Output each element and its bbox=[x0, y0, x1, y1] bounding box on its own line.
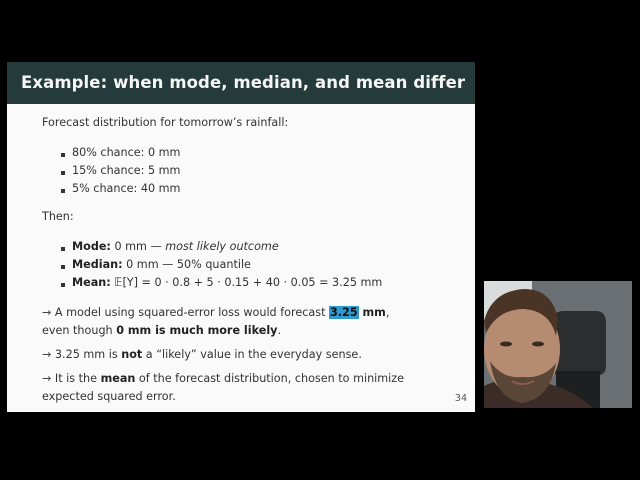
point-bold: mean bbox=[100, 372, 136, 385]
point-text: even though bbox=[42, 324, 117, 337]
intro-text: Forecast distribution for tomorrow’s rainfall: bbox=[42, 116, 289, 129]
point-not-likely bbox=[42, 348, 362, 361]
bullet-icon bbox=[61, 189, 65, 193]
distribution-item: 5% chance: 40 mm bbox=[72, 182, 181, 195]
presentation-slide bbox=[7, 62, 475, 412]
stat-label: Median: bbox=[72, 258, 123, 271]
presenter-video-icon bbox=[484, 281, 632, 408]
arrow-right-icon: → bbox=[42, 348, 52, 361]
point-text: , bbox=[385, 306, 390, 319]
point-text: a “likely” value in the everyday sense. bbox=[142, 348, 362, 361]
distribution-item: 80% chance: 0 mm bbox=[72, 146, 181, 159]
stat-mode bbox=[72, 240, 279, 253]
point-forecast-cont bbox=[42, 324, 281, 337]
bullet-icon bbox=[61, 171, 65, 175]
point-text: of the forecast distribution, chosen to minimize bbox=[135, 372, 405, 385]
point-text: 3.25 mm is bbox=[51, 348, 122, 361]
stat-note: most likely outcome bbox=[165, 240, 279, 253]
arrow-right-icon: → bbox=[42, 372, 52, 385]
stat-value: 𝔼[Y] = 0 · 0.8 + 5 · 0.15 + 40 · 0.05 = 3.25 mm bbox=[114, 276, 383, 289]
point-bold: mm bbox=[358, 306, 386, 319]
point-mean-cont: expected squared error. bbox=[42, 390, 176, 403]
arrow-right-icon: → bbox=[42, 306, 52, 319]
stat-median bbox=[72, 258, 251, 271]
slide-title: Example: when mode, median, and mean differ bbox=[21, 73, 466, 92]
point-bold: 0 mm is much more likely bbox=[116, 324, 278, 337]
stat-value: 0 mm — 50% quantile bbox=[126, 258, 251, 271]
point-bold: not bbox=[121, 348, 143, 361]
bullet-icon bbox=[61, 265, 65, 269]
point-text: It is the bbox=[51, 372, 101, 385]
point-text: . bbox=[277, 324, 282, 337]
point-mean bbox=[42, 372, 404, 385]
highlighted-value: 3.25 bbox=[330, 306, 358, 319]
page-number: 34 bbox=[454, 393, 467, 404]
bullet-icon bbox=[61, 247, 65, 251]
then-label: Then: bbox=[42, 210, 74, 223]
bullet-icon bbox=[61, 283, 65, 287]
slide-header bbox=[7, 62, 475, 104]
point-forecast bbox=[42, 306, 389, 319]
distribution-item: 15% chance: 5 mm bbox=[72, 164, 181, 177]
stat-label: Mean: bbox=[72, 276, 111, 289]
point-text: A model using squared-error loss would forecast bbox=[51, 306, 330, 319]
presenter-webcam bbox=[484, 281, 632, 408]
bullet-icon bbox=[61, 153, 65, 157]
stat-value: 0 mm — bbox=[114, 240, 166, 253]
stat-mean bbox=[72, 276, 382, 289]
stat-label: Mode: bbox=[72, 240, 111, 253]
